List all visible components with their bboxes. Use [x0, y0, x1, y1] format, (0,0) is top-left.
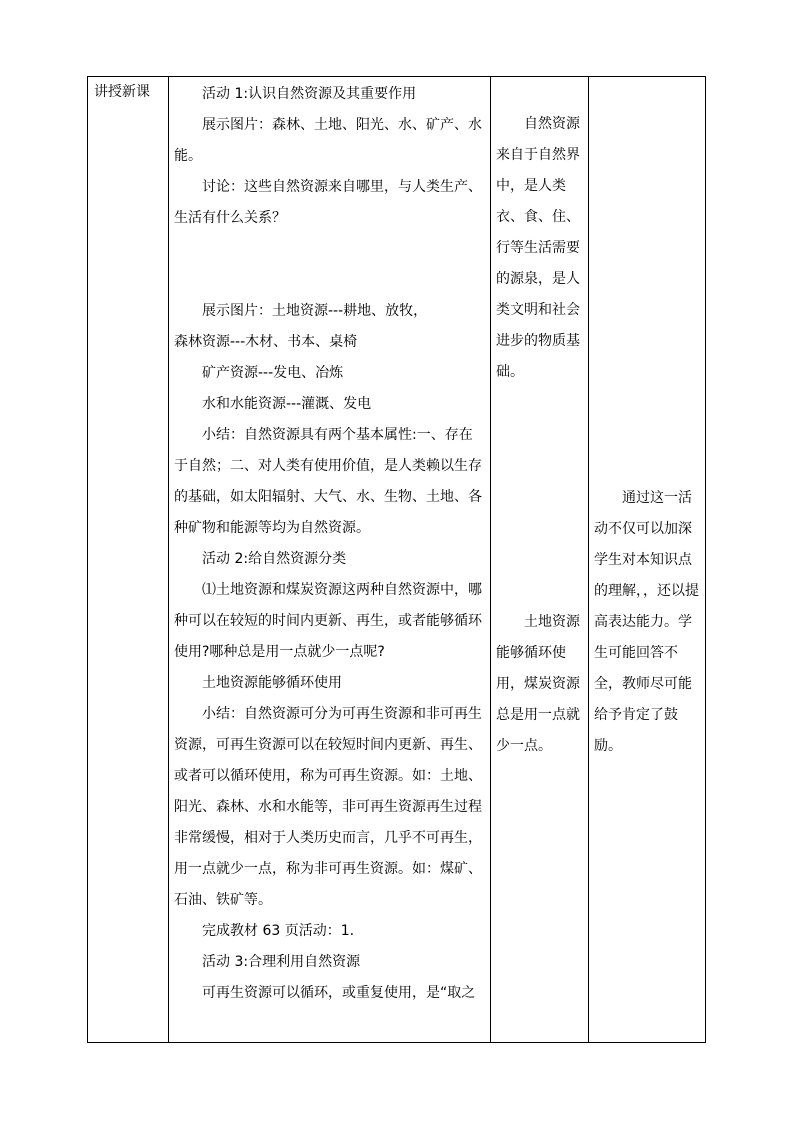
activity2-title: 活动 2:给自然资源分类 — [202, 551, 347, 567]
activity1-title: 活动 1:认识自然资源及其重要作用 — [202, 86, 417, 102]
activity3-text: 可再生资源可以循环，或重复使用，是“取之 — [202, 985, 476, 1001]
design-note: 通过这一活动不仅可以加深学生对本知识点的理解，，还以提高表达能力。学生可能回答不全，教师尽可能给予肯定了鼓励。 — [594, 490, 699, 754]
activity2-answer: 土地资源能够循环使用 — [202, 675, 342, 691]
lesson-table — [87, 76, 706, 1043]
activity1-show: 展示图片：森林、土地、阳光、水、矿产、水能。 — [174, 117, 482, 164]
show2-line1: 展示图片：土地资源---耕地、放牧， — [202, 303, 428, 319]
student-answer-cell — [490, 77, 588, 1042]
teaching-content-cell — [168, 77, 490, 1042]
answer-natural-resources: 自然资源来自于自然界中，是人类衣、食、住、行等生活需要的源泉，是人类文明和社会进步的物质基础。 — [496, 116, 580, 380]
show2-line4: 水和水能资源---灌溉、发电 — [202, 396, 372, 412]
show2-line2: 森林资源---木材、书本、桌椅 — [174, 334, 358, 350]
blank-space — [174, 234, 484, 296]
show2-line3: 矿产资源---发电、冶炼 — [202, 365, 344, 381]
activity1-discuss: 讨论：这些自然资源来自哪里，与人类生产、生活有什么关系？ — [174, 179, 482, 226]
textbook-task: 完成教材 63 页活动：1. — [202, 923, 355, 939]
summary1: 小结：自然资源具有两个基本属性:一、存在于自然；二、对人类有使用价值，是人类赖以生存的基础，如太阳辐射、大气、水、生物、土地、各种矿物和能源等均为自然资源。 — [174, 427, 482, 536]
answer-resource-types: 土地资源能够循环使用，煤炭资源总是用一点就少一点。 — [496, 614, 580, 754]
activity2-question: ⑴土地资源和煤炭资源这两种自然资源中，哪种可以在较短的时间内更新、再生，或者能够循环使用?哪种总是用一点就少一点呢? — [174, 582, 482, 660]
section-label-cell — [88, 77, 168, 1042]
design-note-cell — [588, 77, 707, 1042]
activity3-title: 活动 3:合理利用自然资源 — [202, 954, 361, 970]
section-label: 讲授新课 — [94, 84, 150, 100]
summary2: 小结：自然资源可分为可再生资源和非可再生资源，可再生资源可以在较短时间内更新、再生、或者可以循环使用，称为可再生资源。如：土地、阳光、森林、水和水能等，非可再生资源再生过程非常缓慢，相对于人类历史而言，几乎不可再生，用一点就少一点，称为非可再生资源。如：煤矿、石油、铁矿等。 — [174, 706, 482, 908]
